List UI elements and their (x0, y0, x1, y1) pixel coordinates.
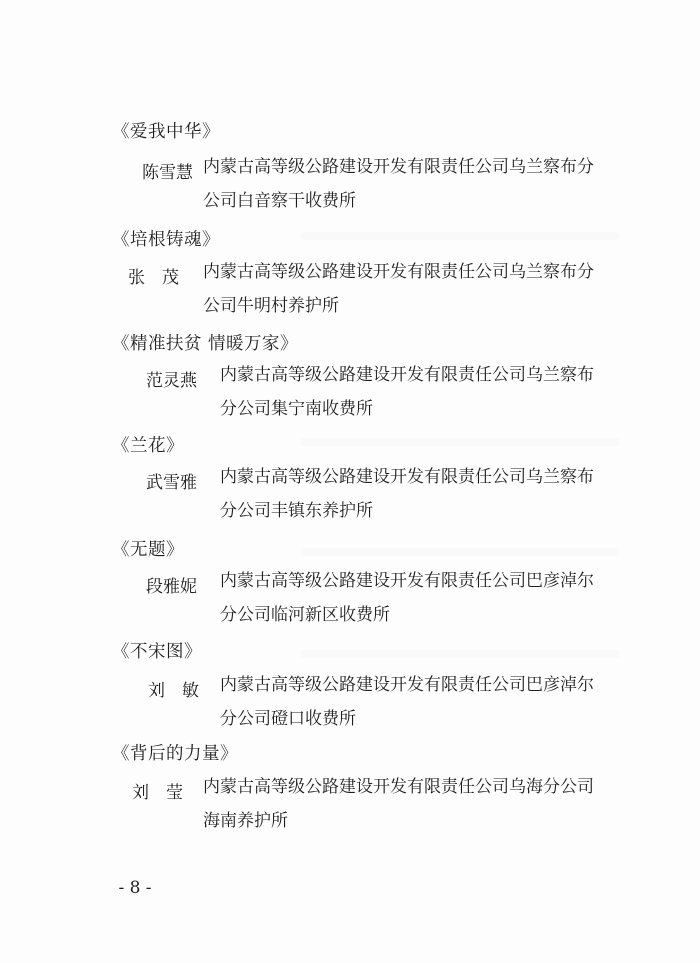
author-name: 刘 莹 (132, 783, 183, 803)
work-title: 《培根铸魂》 (112, 230, 220, 250)
author-affiliation-line1: 内蒙古高等级公路建设开发有限责任公司乌兰察布 (220, 365, 594, 385)
author-affiliation-line2: 分公司临河新区收费所 (220, 605, 390, 625)
work-title: 《背后的力量》 (112, 744, 238, 764)
author-affiliation-line1: 内蒙古高等级公路建设开发有限责任公司巴彦淖尔 (220, 675, 594, 695)
show-through-shadow (300, 548, 620, 556)
author-affiliation-line1: 内蒙古高等级公路建设开发有限责任公司乌海分公司 (203, 777, 594, 797)
author-name: 段雅妮 (146, 577, 197, 597)
author-name: 刘 敏 (148, 681, 199, 701)
work-title: 《精准扶贫 情暖万家》 (112, 334, 299, 354)
author-affiliation-line2: 海南养护所 (203, 811, 288, 831)
author-name: 张 茂 (128, 268, 179, 288)
author-affiliation-line1: 内蒙古高等级公路建设开发有限责任公司乌兰察布 (220, 467, 594, 487)
author-name: 陈雪慧 (142, 163, 193, 183)
work-title: 《兰花》 (112, 436, 184, 456)
show-through-shadow (300, 650, 620, 658)
author-affiliation-line2: 分公司丰镇东养护所 (220, 501, 373, 521)
author-affiliation-line2: 公司白音察干收费所 (203, 191, 356, 211)
author-affiliation-line2: 公司牛明村养护所 (203, 296, 339, 316)
show-through-shadow (300, 232, 620, 240)
work-title: 《无题》 (112, 540, 184, 560)
work-title: 《不宋图》 (112, 642, 202, 662)
author-affiliation-line1: 内蒙古高等级公路建设开发有限责任公司乌兰察布分 (203, 262, 594, 282)
author-name: 范灵燕 (146, 371, 197, 391)
page-number: - 8 - (118, 878, 152, 898)
author-affiliation-line1: 内蒙古高等级公路建设开发有限责任公司巴彦淖尔 (220, 571, 594, 591)
author-affiliation-line1: 内蒙古高等级公路建设开发有限责任公司乌兰察布分 (203, 157, 594, 177)
show-through-shadow (300, 438, 620, 446)
author-affiliation-line2: 分公司磴口收费所 (220, 709, 356, 729)
author-affiliation-line2: 分公司集宁南收费所 (220, 399, 373, 419)
work-title: 《爱我中华》 (112, 122, 220, 142)
author-name: 武雪雅 (146, 473, 197, 493)
